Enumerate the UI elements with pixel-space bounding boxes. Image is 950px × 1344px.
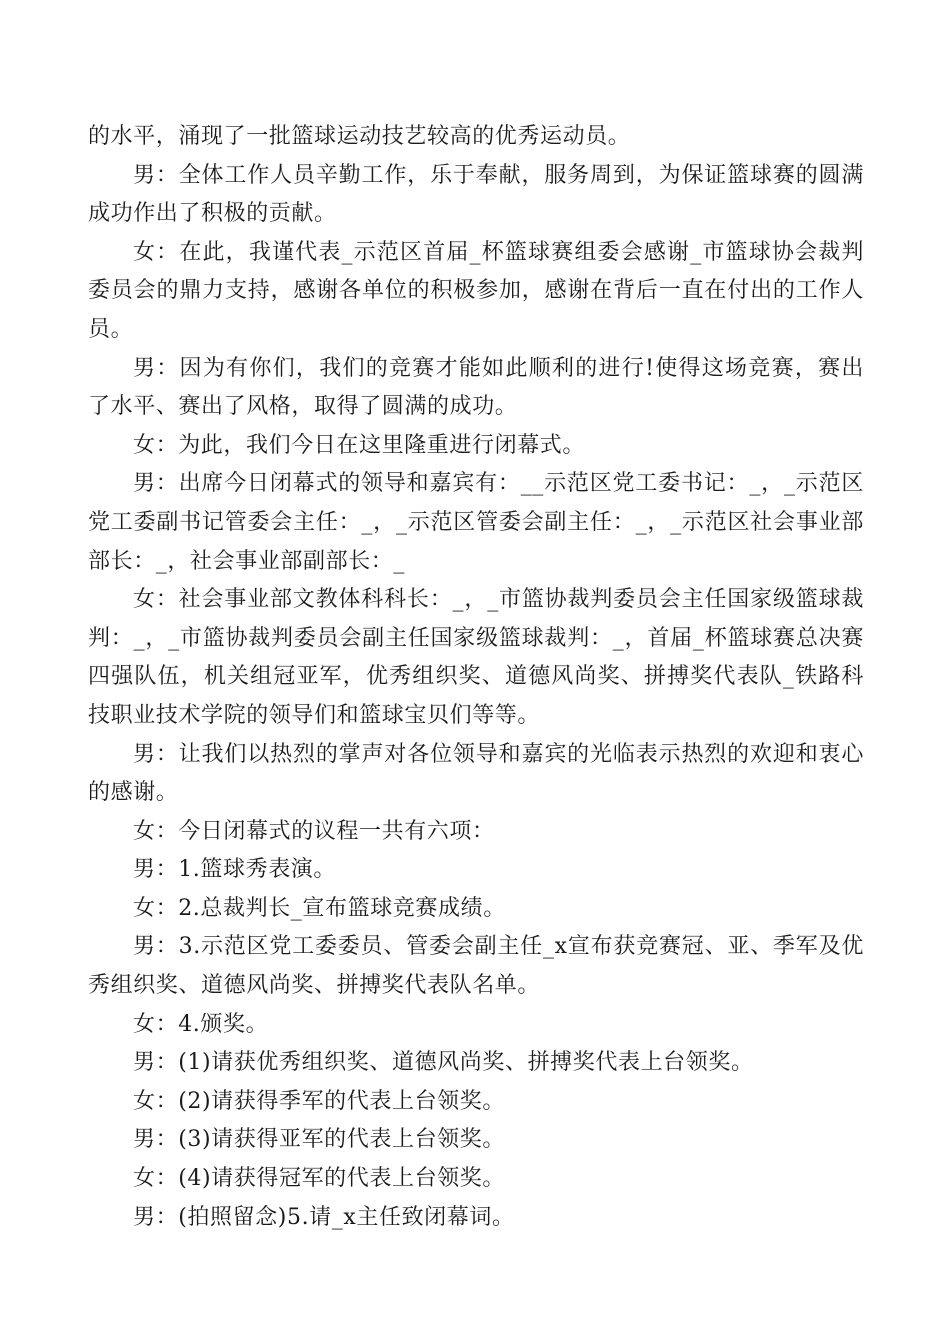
paragraph: 男：(拍照留念)5.请_x主任致闭幕词。 xyxy=(133,1204,515,1230)
paragraph: 男：出席今日闭幕式的领导和嘉宾有：__示范区党工委书记：_，_示范区党工委副书记管委会主任：_，_示范区管委会副主任：_，_示范区社会事业部部长：_，社会事业部副部长：_ xyxy=(88,471,864,574)
paragraph: 男：全体工作人员辛勤工作，乐于奉献，服务周到，为保证篮球赛的圆满成功作出了积极的贡献。 xyxy=(88,162,864,227)
paragraph: 男：1.篮球秀表演。 xyxy=(133,857,336,883)
paragraph: 男：3.示范区党工委委员、管委会副主任_x宣布获竞赛冠、亚、季军及优秀组织奖、道德风尚奖、拼搏奖代表队名单。 xyxy=(88,934,864,999)
paragraph: 女：4.颁奖。 xyxy=(133,1011,269,1037)
paragraph: 女：今日闭幕式的议程一共有六项： xyxy=(133,818,495,844)
paragraph-continuation: 的水平，涌现了一批篮球运动技艺较高的优秀运动员。 xyxy=(88,124,631,149)
paragraph: 女：社会事业部文教体科科长：_，_市篮协裁判委员会主任国家级篮球裁判：_，_市篮协裁判委员会副主任国家级篮球裁判：_，首届_杯篮球赛总决赛四强队伍，机关组冠亚军，优秀组织奖、道德风尚奖、拼搏奖代表队_铁路科技职业技术学院的领导们和篮球宝贝们等等。 xyxy=(88,587,864,728)
paragraph: 女：为此，我们今日在这里隆重进行闭幕式。 xyxy=(133,432,586,458)
paragraph: 女：(2)请获得季军的代表上台领奖。 xyxy=(133,1088,505,1114)
paragraph: 男：(3)请获得亚军的代表上台领奖。 xyxy=(133,1127,505,1153)
paragraph: 男：因为有你们，我们的竞赛才能如此顺利的进行!使得这场竞赛，赛出了水平、赛出了风格，取得了圆满的成功。 xyxy=(88,355,864,420)
paragraph: 女：2.总裁判长_宣布篮球竞赛成绩。 xyxy=(133,895,506,921)
paragraph: 女：在此，我谨代表_示范区首届_杯篮球赛组委会感谢_市篮球协会裁判委员会的鼎力支持，感谢各单位的积极参加，感谢在背后一直在付出的工作人员。 xyxy=(88,239,864,342)
paragraph: 男：让我们以热烈的掌声对各位领导和嘉宾的光临表示热烈的欢迎和衷心的感谢。 xyxy=(88,741,864,806)
paragraph: 男：(1)请获优秀组织奖、道德风尚奖、拼搏奖代表上台领奖。 xyxy=(133,1050,754,1076)
paragraph: 女：(4)请获得冠军的代表上台领奖。 xyxy=(133,1166,505,1192)
